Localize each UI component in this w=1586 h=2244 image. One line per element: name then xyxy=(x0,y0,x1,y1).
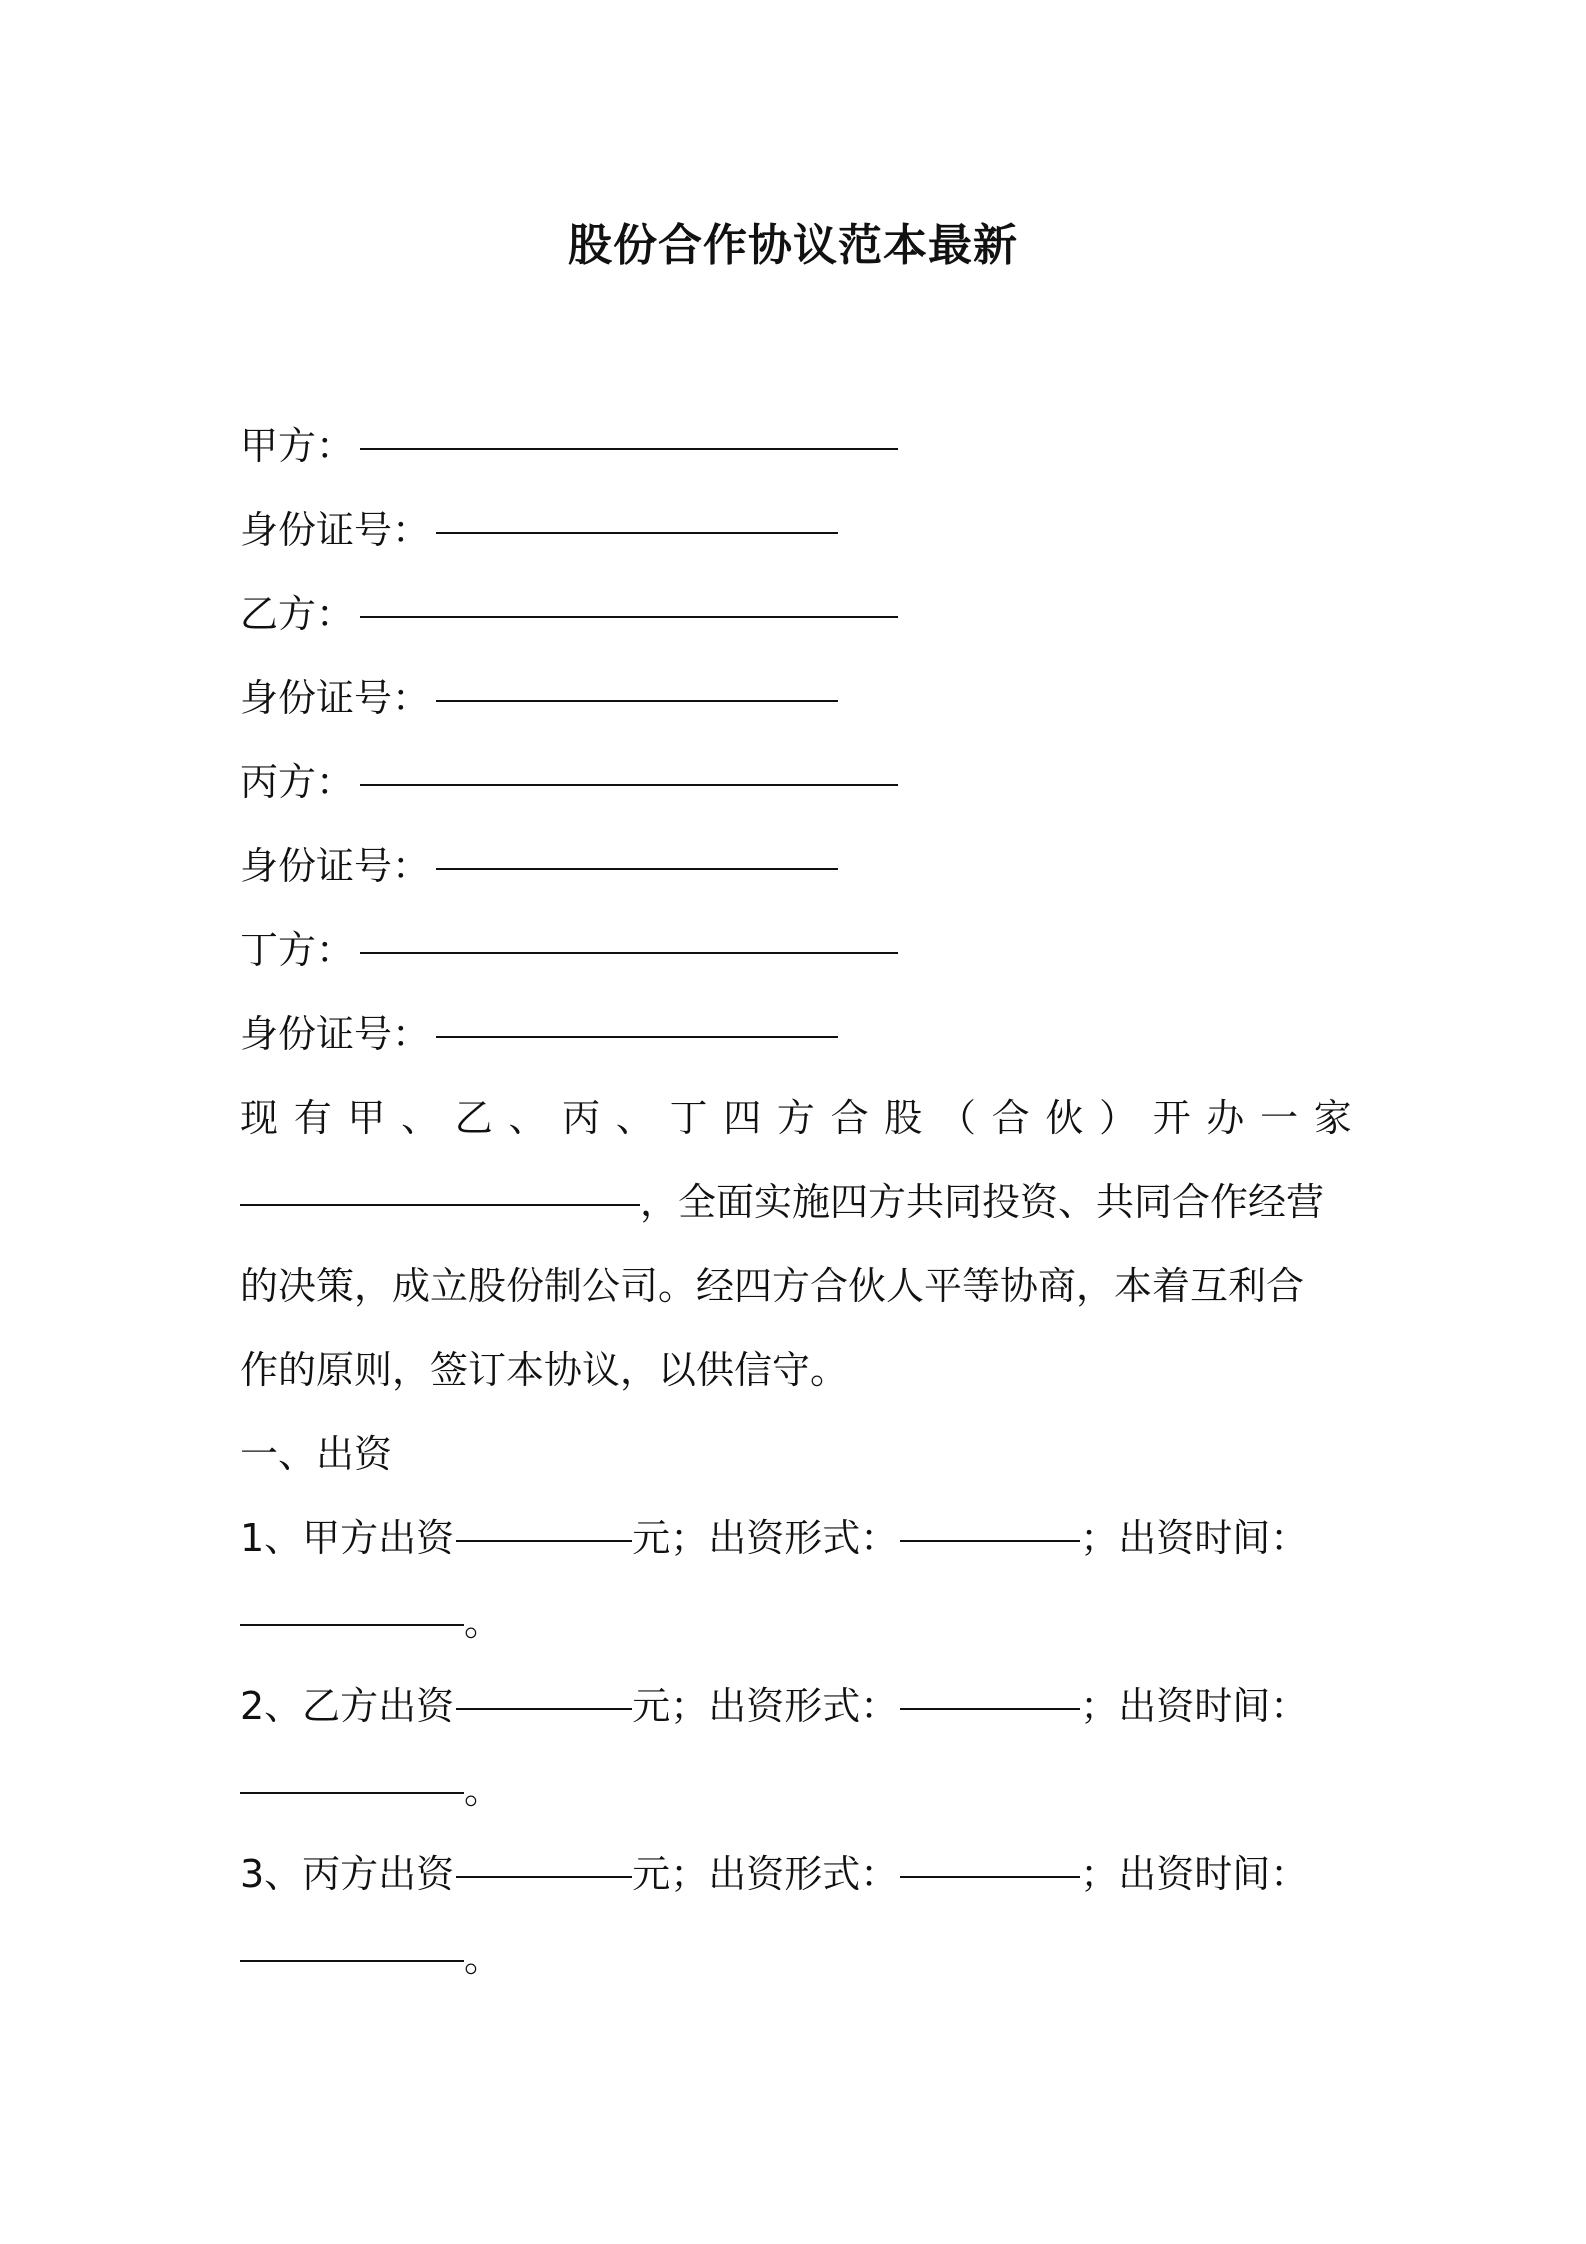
document-title: 股份合作协议范本最新 xyxy=(568,220,1018,271)
contribution-sep: ；出资时间： xyxy=(1080,1852,1309,1896)
amount-blank[interactable] xyxy=(456,1496,632,1542)
form-blank[interactable] xyxy=(900,1664,1080,1710)
party-a-blank[interactable] xyxy=(360,404,898,450)
contribution-prefix: 1、甲方出资 xyxy=(240,1516,455,1560)
preamble-line-4: 作的原则，签订本协议，以供信守。 xyxy=(240,1348,849,1392)
party-a-id-label: 身份证号： xyxy=(240,508,431,552)
preamble-char: 家 xyxy=(1313,1096,1352,1140)
amount-blank[interactable] xyxy=(456,1664,632,1710)
contribution-item-3 xyxy=(240,1832,1352,1916)
form-blank[interactable] xyxy=(900,1832,1080,1878)
contribution-end: 。 xyxy=(464,1936,503,1980)
preamble-char: 一 xyxy=(1260,1096,1299,1140)
party-d-id-blank[interactable] xyxy=(436,992,838,1038)
party-b-label: 乙方： xyxy=(240,592,355,636)
preamble-line-2-text: ，全面实施四方共同投资、共同合作经营 xyxy=(640,1180,1325,1224)
time-blank[interactable] xyxy=(240,1580,464,1626)
party-a-id-row xyxy=(240,488,1352,572)
party-b-id-label: 身份证号： xyxy=(240,676,431,720)
party-a-row xyxy=(240,404,1352,488)
contribution-end: 。 xyxy=(464,1600,503,1644)
preamble-char: （ xyxy=(937,1096,976,1140)
preamble-char: 、 xyxy=(401,1096,440,1140)
contribution-prefix: 2、乙方出资 xyxy=(240,1684,455,1728)
preamble-line-2 xyxy=(240,1160,1352,1244)
contribution-unit: 元；出资形式： xyxy=(632,1684,899,1728)
contribution-end: 。 xyxy=(464,1768,503,1812)
contribution-sep: ；出资时间： xyxy=(1080,1516,1309,1560)
preamble-char: 办 xyxy=(1206,1096,1245,1140)
preamble-char: ） xyxy=(1099,1096,1138,1140)
party-d-row xyxy=(240,908,1352,992)
contribution-unit: 元；出资形式： xyxy=(632,1516,899,1560)
contribution-sep: ；出资时间： xyxy=(1080,1684,1309,1728)
preamble-char: 合 xyxy=(991,1096,1030,1140)
time-blank[interactable] xyxy=(240,1748,464,1794)
preamble-char: 四 xyxy=(723,1096,762,1140)
preamble-line-1 xyxy=(240,1076,1352,1160)
preamble-char: 伙 xyxy=(1045,1096,1084,1140)
party-d-id-label: 身份证号： xyxy=(240,1012,431,1056)
party-b-row xyxy=(240,572,1352,656)
party-b-id-row xyxy=(240,656,1352,740)
party-c-blank[interactable] xyxy=(360,740,898,786)
preamble-char: 、 xyxy=(508,1096,547,1140)
contribution-item-3-cont xyxy=(240,1916,1352,2000)
preamble-char: 丁 xyxy=(669,1096,708,1140)
company-name-blank[interactable] xyxy=(240,1160,640,1206)
amount-blank[interactable] xyxy=(456,1832,632,1878)
preamble-char: 股 xyxy=(884,1096,923,1140)
party-c-id-blank[interactable] xyxy=(436,824,838,870)
document-body xyxy=(240,404,1352,2000)
contribution-item-2 xyxy=(240,1664,1352,1748)
preamble-char: 现 xyxy=(240,1096,279,1140)
party-d-label: 丁方： xyxy=(240,928,355,972)
contribution-item-2-cont xyxy=(240,1748,1352,1832)
preamble-char: 方 xyxy=(776,1096,815,1140)
preamble-char: 开 xyxy=(1152,1096,1191,1140)
preamble-char: 乙 xyxy=(454,1096,493,1140)
preamble-char: 甲 xyxy=(347,1096,386,1140)
preamble-char: 合 xyxy=(830,1096,869,1140)
contribution-item-1 xyxy=(240,1496,1352,1580)
contribution-prefix: 3、丙方出资 xyxy=(240,1852,455,1896)
party-b-blank[interactable] xyxy=(360,572,898,618)
party-c-label: 丙方： xyxy=(240,760,355,804)
party-c-id-row xyxy=(240,824,1352,908)
party-d-blank[interactable] xyxy=(360,908,898,954)
time-blank[interactable] xyxy=(240,1916,464,1962)
form-blank[interactable] xyxy=(900,1496,1080,1542)
party-d-id-row xyxy=(240,992,1352,1076)
section-heading: 一、出资 xyxy=(240,1432,393,1476)
preamble-char: 有 xyxy=(293,1096,332,1140)
party-c-row xyxy=(240,740,1352,824)
preamble-char: 丙 xyxy=(562,1096,601,1140)
contribution-item-1-cont xyxy=(240,1580,1352,1664)
party-a-id-blank[interactable] xyxy=(436,488,838,534)
party-b-id-blank[interactable] xyxy=(436,656,838,702)
party-a-label: 甲方： xyxy=(240,424,355,468)
party-c-id-label: 身份证号： xyxy=(240,844,431,888)
preamble-char: 、 xyxy=(615,1096,654,1140)
preamble-line-3: 的决策，成立股份制公司。经四方合伙人平等协商，本着互利合 xyxy=(240,1264,1305,1308)
contribution-unit: 元；出资形式： xyxy=(632,1852,899,1896)
